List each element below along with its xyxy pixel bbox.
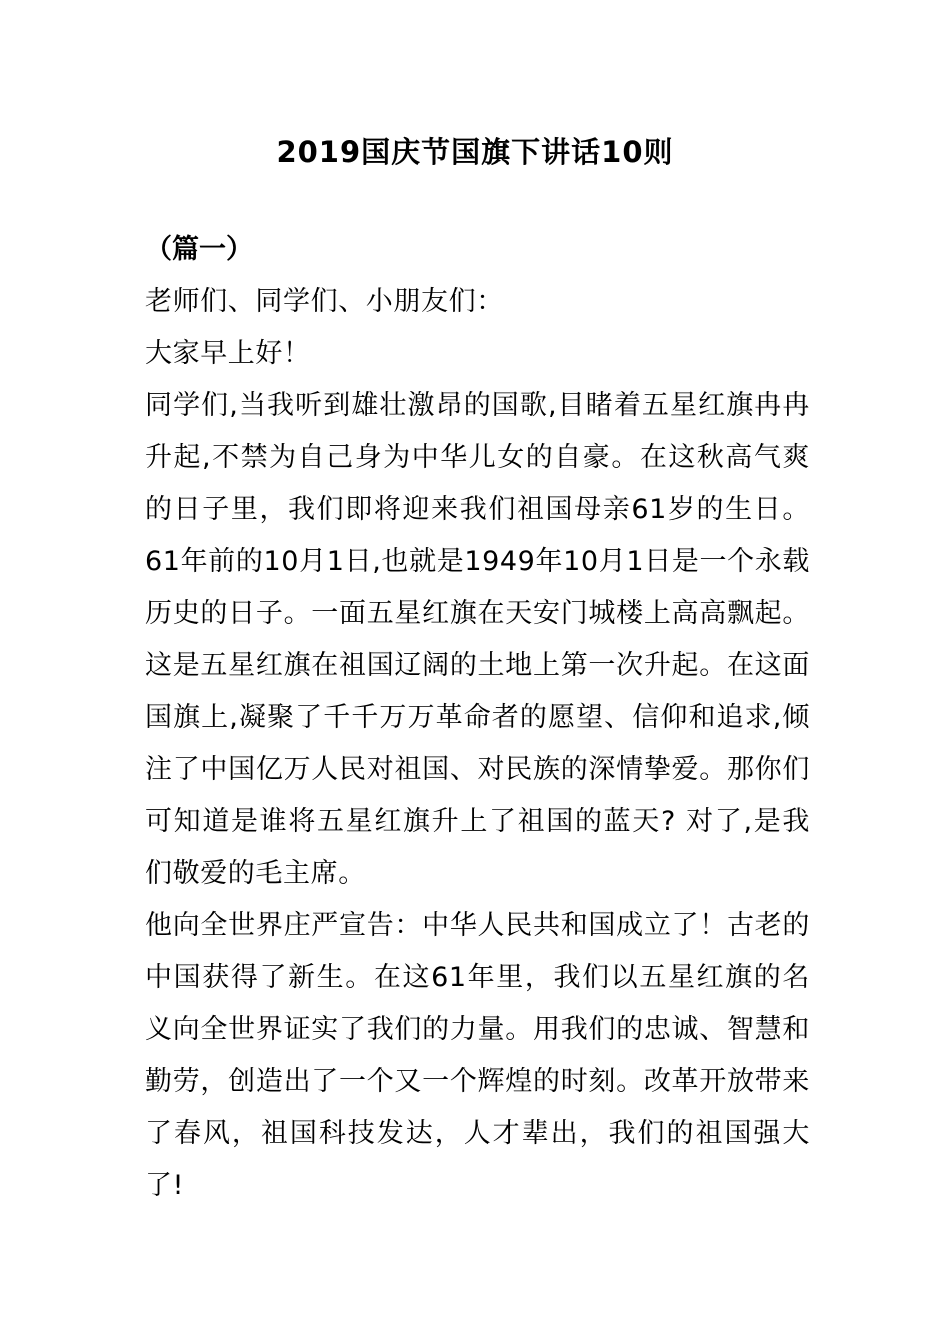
document-body <box>145 276 810 1212</box>
salutation-paragraph: 大家早上好！ <box>145 338 311 369</box>
body-paragraph: 他向全世界庄严宣告：中华人民共和国成立了！古老的中国获得了新生。在这61年里，我们以五星红旗的名义向全世界证实了我们的力量。用我们的忠诚、智慧和勤劳，创造出了一个又一个辉煌的时刻。改革开放带来了春风，祖国科技发达，人才辈出，我们的祖国强大了! <box>145 910 810 1201</box>
greeting-paragraph: 老师们、同学们、小朋友们： <box>145 286 504 317</box>
body-paragraph: 同学们,当我听到雄壮激昂的国歌,目睹着五星红旗冉冉升起,不禁为自己身为中华儿女的自豪。在这秋高气爽的日子里，我们即将迎来我们祖国母亲61岁的生日。61年前的10月1日,也就是1949年10月1日是一个永载历史的日子。一面五星红旗在天安门城楼上高高飘起。这是五星红旗在祖国辽阔的土地上第一次升起。在这面国旗上,凝聚了千千万万革命者的愿望、信仰和追求,倾注了中国亿万人民对祖国、对民族的深情挚爱。那你们可知道是谁将五星红旗升上了祖国的蓝天? 对了,是我们敬爱的毛主席。 <box>145 390 810 889</box>
section-heading: （篇一） <box>145 234 253 265</box>
document-title: 2019国庆节国旗下讲话10则 <box>276 135 674 169</box>
